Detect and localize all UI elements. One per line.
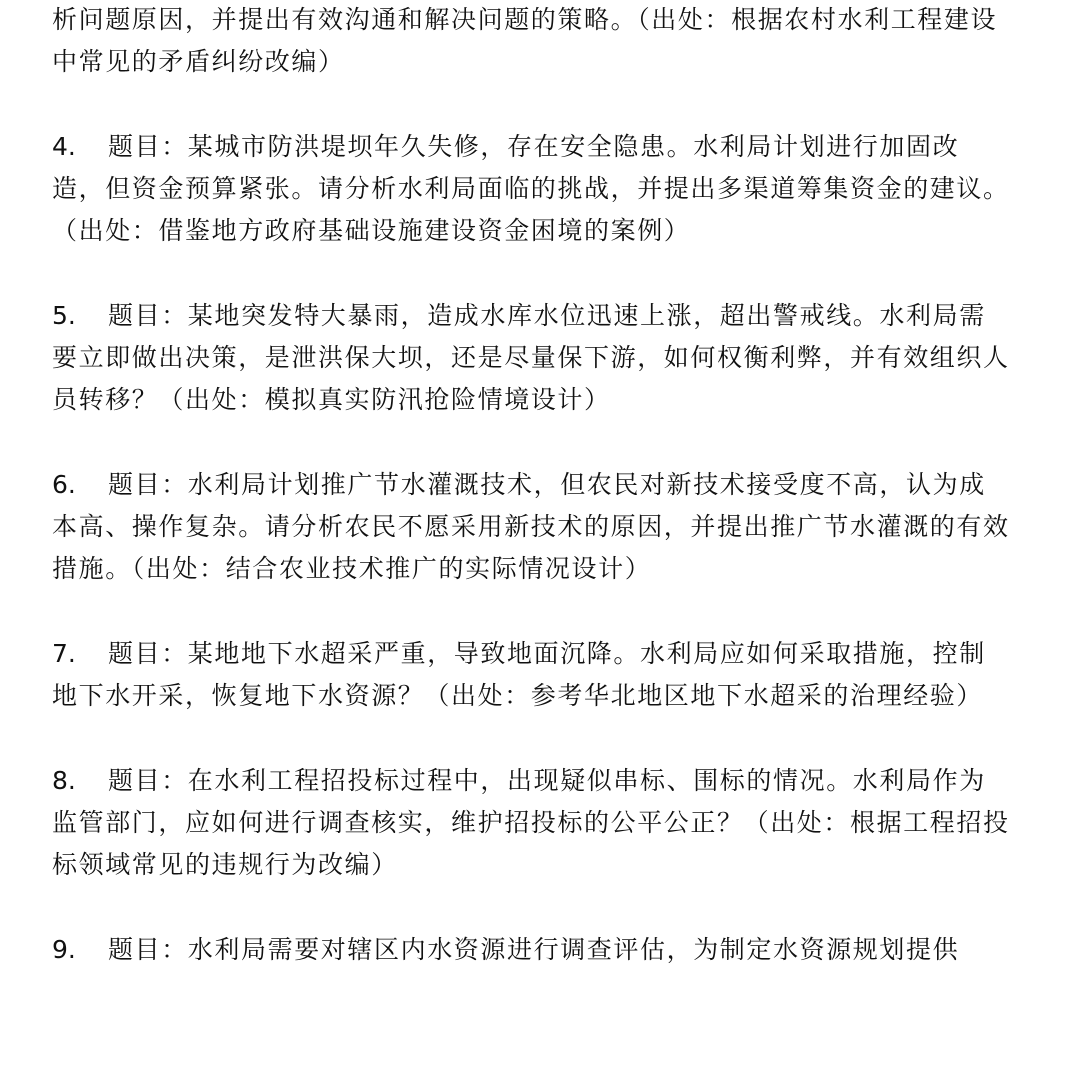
- question-text: 题目：某地突发特大暴雨，造成水库水位迅速上涨，超出警戒线。水利局需要立即做出决策，是泄洪保大坝，还是尽量保下游，如何权衡利弊，并有效组织人员转移？（出处：模拟真实防汛抢险情境设计）: [52, 301, 1010, 414]
- question-number: 9.: [52, 935, 76, 964]
- question-number: 7.: [52, 639, 76, 668]
- question-number: 6.: [52, 470, 76, 499]
- question-item-5: [52, 295, 1012, 421]
- question-item-9: [52, 929, 1012, 971]
- question-text: 析问题原因，并提出有效沟通和解决问题的策略。（出处：根据农村水利工程建设中常见的矛盾纠纷改编）: [52, 5, 998, 76]
- question-item-7: [52, 633, 1012, 717]
- question-text: 题目：某城市防洪堤坝年久失修，存在安全隐患。水利局计划进行加固改造，但资金预算紧张。请分析水利局面临的挑战，并提出多渠道筹集资金的建议。（出处：借鉴地方政府基础设施建设资金困境的案例）: [52, 132, 1010, 245]
- question-text: 题目：水利局计划推广节水灌溉技术，但农民对新技术接受度不高，认为成本高、操作复杂。请分析农民不愿采用新技术的原因，并提出推广节水灌溉的有效措施。（出处：结合农业技术推广的实际情况设计）: [52, 470, 1010, 583]
- question-item-4: [52, 126, 1012, 252]
- question-item-6: [52, 464, 1012, 590]
- question-text: 题目：水利局需要对辖区内水资源进行调查评估，为制定水资源规划提供: [108, 935, 960, 964]
- question-number: 5.: [52, 301, 76, 330]
- question-text: 题目：某地地下水超采严重，导致地面沉降。水利局应如何采取措施，控制地下水开采，恢复地下水资源？（出处：参考华北地区地下水超采的治理经验）: [52, 639, 986, 710]
- question-text: 题目：在水利工程招投标过程中，出现疑似串标、围标的情况。水利局作为监管部门，应如何进行调查核实，维护招投标的公平公正？（出处：根据工程招投标领域常见的违规行为改编）: [52, 766, 1010, 879]
- question-item-8: [52, 760, 1012, 886]
- question-continuation: [52, 0, 1012, 83]
- question-number: 4.: [52, 132, 76, 161]
- document-page: [52, 0, 1012, 971]
- question-number: 8.: [52, 766, 76, 795]
